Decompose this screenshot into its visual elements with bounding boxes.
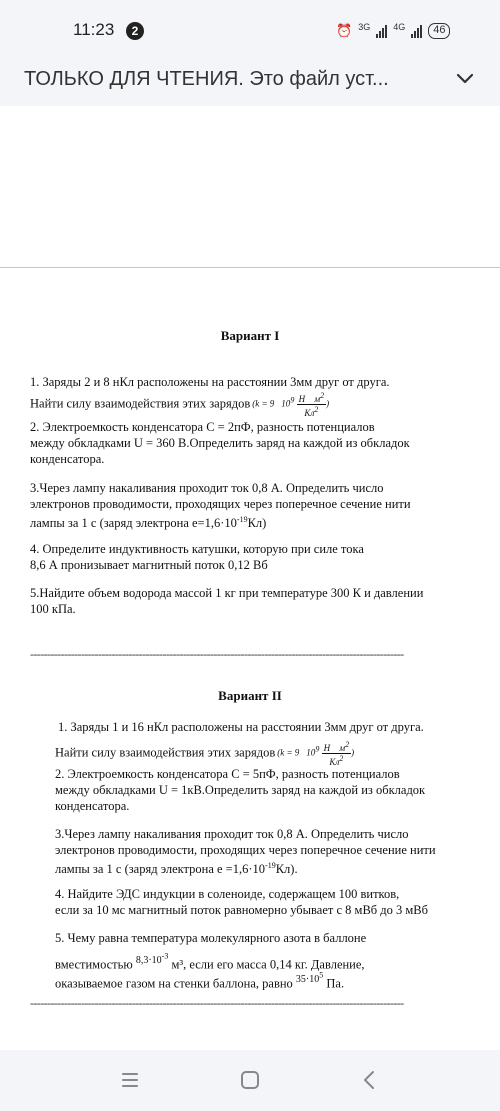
v2-q5-pressure-exp: 5 bbox=[319, 971, 324, 980]
clock: 11:23 bbox=[73, 20, 115, 39]
v2-q3-line2: электронов проводимости, проходящих через поперечное сечение нити bbox=[55, 843, 436, 857]
v1-formula-den-exp: 2 bbox=[314, 405, 319, 414]
v1-q1-text: Найти силу взаимодействия этих зарядов bbox=[30, 396, 251, 411]
v2-q2-line1: 2. Электроемкость конденсатора С = 5пФ, разность потенциалов bbox=[55, 767, 400, 781]
v2-q2-line2: между обкладками U = 1кВ.Определить заряд на каждой из обкладок bbox=[55, 783, 426, 797]
alarm-icon: ⏰ bbox=[336, 23, 353, 38]
v2-formula-den-exp: 2 bbox=[339, 754, 344, 763]
v1-q1-line1: 1. Заряды 2 и 8 нКл расположены на расстоянии 3мм друг от друга. bbox=[30, 375, 390, 389]
v2-q5-pressure-base: 35·10 bbox=[295, 974, 320, 986]
v1-q3-line1: 3.Через лампу накаливания проходит ток 0,8 А. Определить число bbox=[30, 481, 384, 495]
network-4g-label: 4G bbox=[393, 21, 406, 32]
v1-formula-fraction bbox=[297, 391, 330, 418]
variant-separator-1: -------------------------------------------------------------------------------------------------------------- bbox=[30, 647, 404, 661]
v1-q5-line1: 5.Найдите объем водорода массой 1 кг при температуре 300 К и давлении bbox=[30, 586, 424, 600]
v2-q5-volume-exp: -3 bbox=[161, 952, 169, 961]
v1-q2-line3: конденсатора. bbox=[30, 452, 105, 466]
v2-q1-text: Найти силу взаимодействия этих зарядов bbox=[55, 745, 276, 760]
v2-q4-line1: 4. Найдите ЭДС индукции в соленоиде, содержащем 100 витков, bbox=[55, 887, 400, 901]
v2-formula-left: (k = 9⃞10 bbox=[277, 747, 316, 758]
v2-q2-line3: конденсатора. bbox=[55, 799, 130, 813]
battery-indicator: 46 bbox=[428, 23, 450, 39]
v1-q2-line1: 2. Электроемкость конденсатора С = 2пФ, разность потенциалов bbox=[30, 420, 375, 434]
v2-q1-line1: 1. Заряды 1 и 16 нКл расположены на расстоянии 3мм друг от друга. bbox=[58, 720, 424, 734]
v2-q5-pressure bbox=[295, 971, 324, 986]
system-nav-bar bbox=[0, 1050, 500, 1111]
v2-formula-den: Кл bbox=[329, 757, 340, 767]
v1-q4-line2: 8,6 А пронизывает магнитный поток 0,12 Вб bbox=[30, 558, 268, 572]
v1-formula-den: Кл bbox=[304, 408, 315, 418]
v2-q5-volume-base: 8,3·10 bbox=[135, 955, 162, 967]
variant-separator-2: -------------------------------------------------------------------------------------------------------------- bbox=[30, 996, 404, 1010]
v2-formula-fraction bbox=[322, 740, 355, 767]
v1-formula-left: (k = 9⃞10 bbox=[252, 398, 291, 409]
v1-q3-line3-b: Кл) bbox=[247, 516, 267, 531]
v2-q3-exp: -19 bbox=[265, 861, 276, 870]
v2-formula-exp: 9 bbox=[315, 744, 320, 754]
recents-icon[interactable] bbox=[118, 1068, 142, 1092]
v2-q3-line3 bbox=[55, 858, 298, 878]
v1-formula-num-exp: 2 bbox=[320, 391, 325, 400]
v1-q1-line2 bbox=[30, 391, 329, 418]
v2-q5-volume bbox=[135, 952, 169, 967]
v1-q3-line3-a: лампы за 1 с (заряд электрона е=1,6·10 bbox=[30, 516, 237, 531]
v2-q5-line3-a: оказываемое газом на стенки баллона, равно bbox=[55, 976, 296, 991]
v2-formula-close: ) bbox=[351, 747, 355, 758]
v2-q4-line2: если за 10 мс магнитный поток равномерно убывает с 8 мВб до 3 мВб bbox=[55, 903, 428, 917]
v1-coulomb-formula bbox=[252, 391, 329, 418]
v2-q1-line2 bbox=[55, 740, 354, 767]
v1-q2-line2: между обкладками U = 360 В.Определить заряд на каждой из обкладок bbox=[30, 436, 410, 450]
v2-q5-line3-b: Па. bbox=[323, 976, 345, 991]
v1-q4-line1: 4. Определите индуктивность катушки, которую при силе тока bbox=[30, 542, 364, 556]
v2-coulomb-formula bbox=[277, 740, 354, 767]
v1-formula-exp: 9 bbox=[290, 395, 295, 405]
v1-q3-line2: электронов проводимости, проходящих через поперечное сечение нити bbox=[30, 497, 411, 511]
variant-1-heading: Вариант I bbox=[220, 328, 280, 343]
v2-q5-line2-b: м³, если его масса 0,14 кг. Давление, bbox=[168, 957, 365, 972]
v1-formula-close: ) bbox=[326, 398, 330, 409]
v1-q3-line3 bbox=[30, 512, 266, 532]
variant-2-heading: Вариант II bbox=[218, 688, 282, 703]
notification-badge: 2 bbox=[126, 22, 144, 40]
v2-q5-line2-a: вместимостью bbox=[55, 957, 136, 972]
v2-formula-num-exp: 2 bbox=[345, 740, 350, 749]
document-title: ТОЛЬКО ДЛЯ ЧТЕНИЯ. Это файл уст... bbox=[24, 68, 389, 90]
v1-q5-line2: 100 кПа. bbox=[30, 602, 76, 616]
v1-q3-exp: -19 bbox=[236, 515, 248, 524]
network-3g-label: 3G bbox=[358, 21, 371, 32]
v2-q5-line3 bbox=[55, 968, 344, 992]
home-icon[interactable] bbox=[238, 1068, 262, 1092]
v2-formula-num: Н ⃞м bbox=[323, 743, 346, 753]
v2-q3-line3-a: лампы за 1 с (заряд электрона е =1,6·10 bbox=[55, 862, 266, 877]
back-icon[interactable] bbox=[358, 1068, 382, 1092]
v2-q3-line3-b: Кл). bbox=[275, 862, 298, 877]
v1-formula-num: Н ⃞м bbox=[298, 394, 321, 404]
v2-q3-line1: 3.Через лампу накаливания проходит ток 0,8 А. Определить число bbox=[55, 827, 409, 841]
v2-q5-line1: 5. Чему равна температура молекулярного азота в баллоне bbox=[55, 931, 367, 945]
